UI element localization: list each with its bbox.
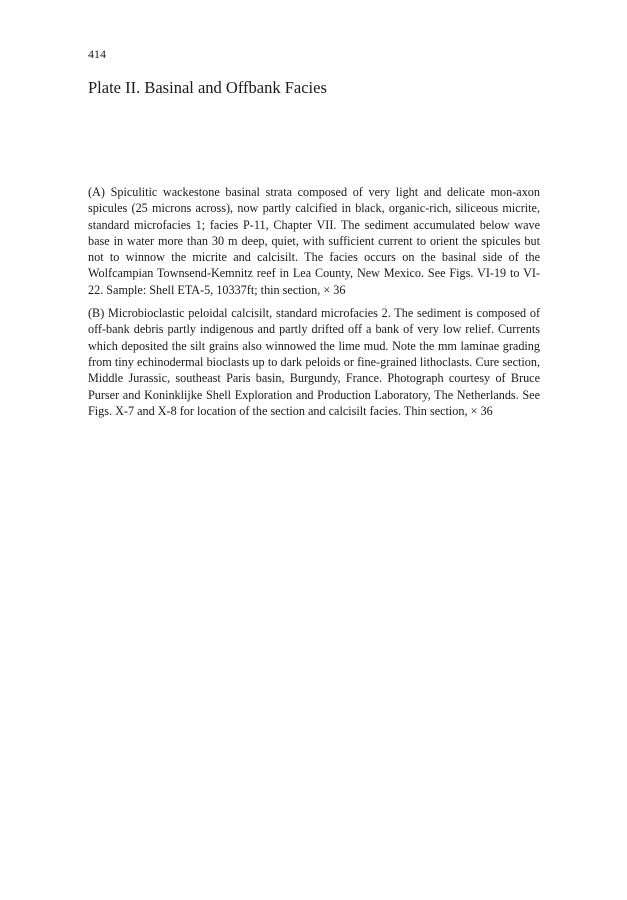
- page-number: 414: [88, 47, 106, 61]
- captions: [88, 184, 540, 426]
- caption-b: (B) Microbioclastic peloidal calcisilt, standard microfacies 2. The sediment is composed of off-bank debris partly indigenous and partly drifted off a bank of very low relief. Currents which deposited the silt grains also winnowed the lime mud. Note the mm laminae grading from tiny echinodermal bioclasts up to dark peloids or fine-grained lithoclasts. Cure section, Middle Jurassic, southeast Paris basin, Burgundy, France. Photograph courtesy of Bruce Purser and Koninklijke Shell Exploration and Production Laboratory, The Netherlands. See Figs. X-7 and X-8 for location of the section and calcisilt facies. Thin section, × 36: [88, 306, 540, 418]
- plate-title: Plate II. Basinal and Offbank Facies: [88, 78, 327, 97]
- caption-a: (A) Spiculitic wackestone basinal strata composed of very light and delicate mon-axon spicules (25 microns across), now partly calcified in black, organic-rich, siliceous micrite, standard microfacies 1; facies P-11, Chapter VII. The sediment accumulated below wave base in water more than 30 m deep, quiet, with sufficient current to orient the spicules but not to winnow the micrite and calcisilt. The facies occurs on the basinal side of the Wolfcampian Townsend-Kemnitz reef in Lea County, New Mexico. See Figs. VI-19 to VI-22. Sample: Shell ETA-5, 10337ft; thin section, × 36: [88, 185, 540, 297]
